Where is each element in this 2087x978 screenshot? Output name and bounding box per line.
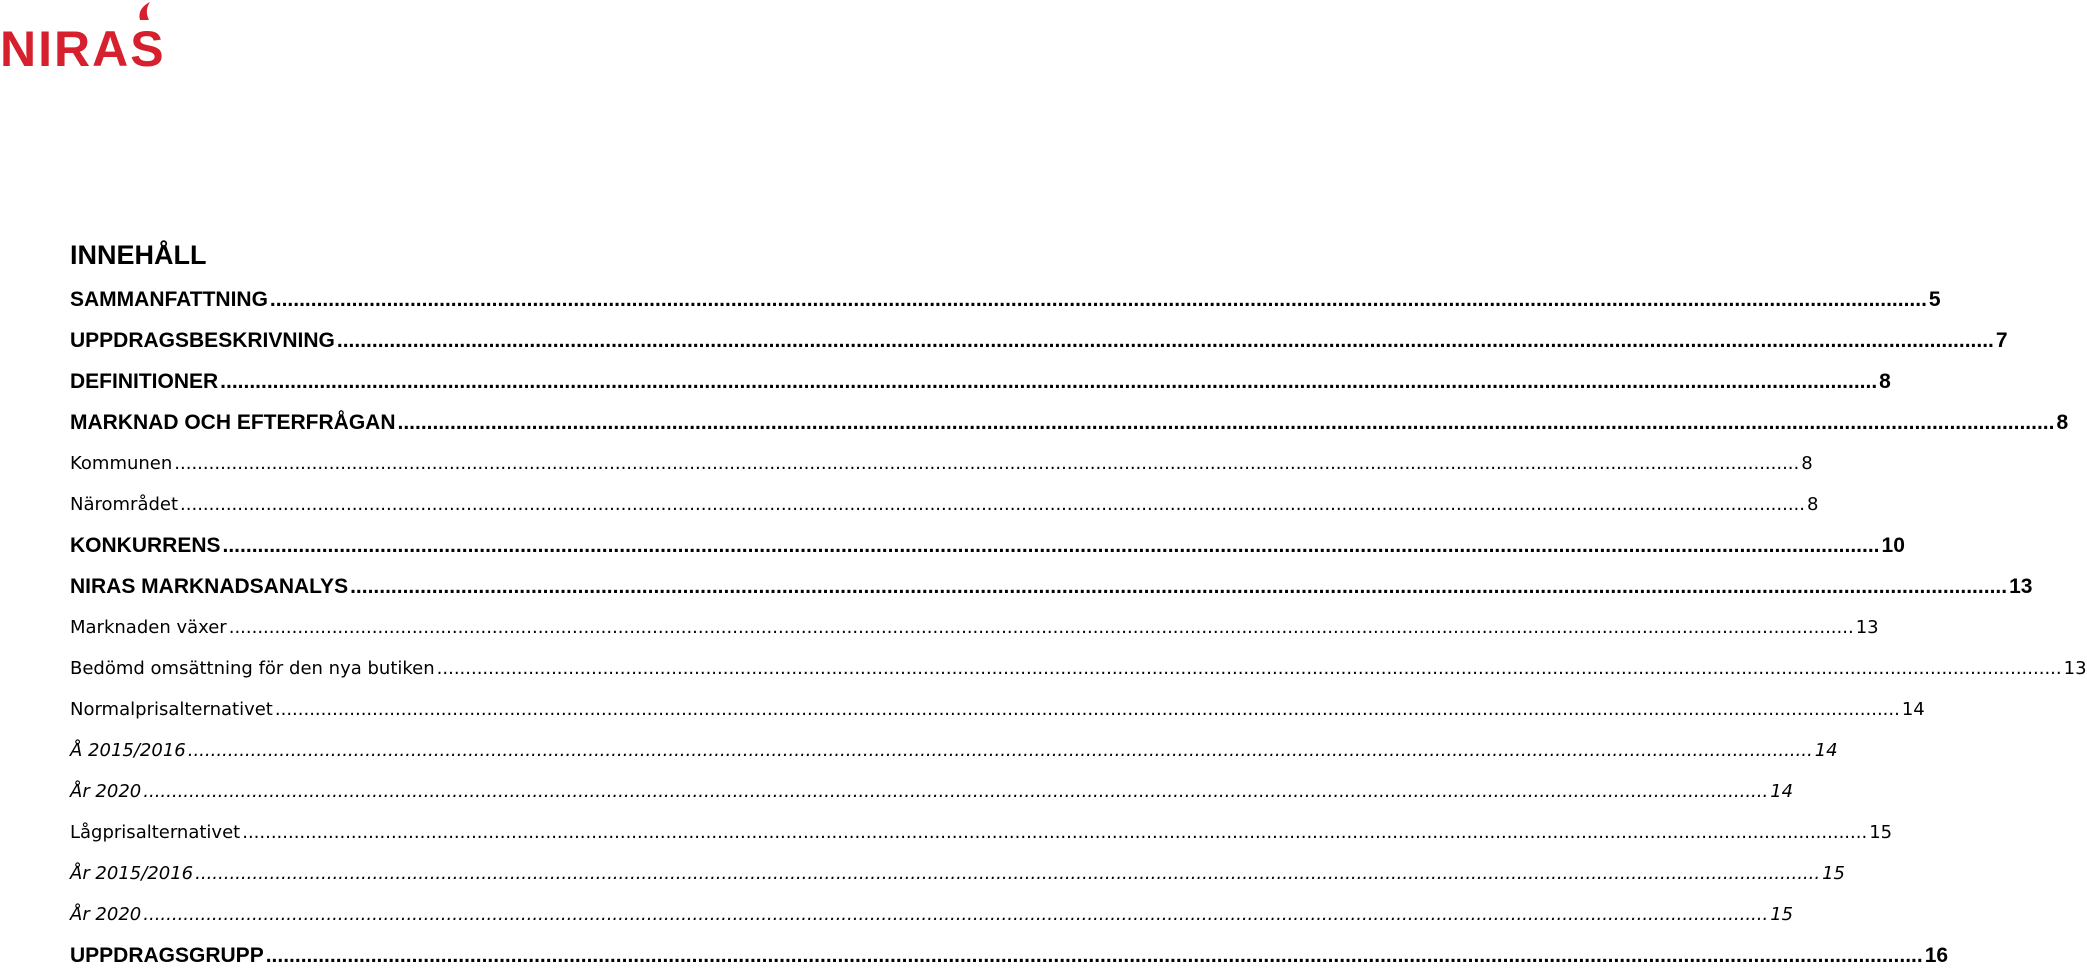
- toc-dot-leader: [350, 568, 2007, 606]
- toc-dot-leader: [266, 937, 1923, 975]
- toc-entry-label: DEFINITIONER: [70, 370, 219, 393]
- toc-entry[interactable]: [70, 486, 1819, 527]
- logo-accent-icon: [139, 2, 150, 20]
- toc-dot-leader: [174, 445, 1799, 483]
- toc-entry-label: SAMMANFATTNING: [70, 288, 268, 311]
- toc-entry-label: MARKNAD OCH EFTERFRÅGAN: [70, 411, 396, 434]
- toc-entry-page-number: 14: [1770, 781, 1794, 802]
- toc-entry[interactable]: [70, 937, 1949, 978]
- toc-entry[interactable]: [70, 322, 2008, 363]
- toc-entry-page-number: 10: [1881, 534, 1905, 557]
- toc-entry-page-number: 15: [1822, 863, 1845, 884]
- toc-dot-leader: [270, 281, 1927, 319]
- toc-entry-page-number: 13: [1855, 617, 1879, 638]
- toc-title: INNEHÅLL: [70, 240, 207, 270]
- toc-entry[interactable]: [70, 814, 1893, 855]
- toc-entry[interactable]: [70, 568, 2033, 609]
- toc-entry-label: Normalprisalternativet: [70, 699, 273, 720]
- toc-entry-page-number: 8: [1807, 494, 1819, 515]
- table-of-contents: [70, 281, 2087, 978]
- toc-entry-page-number: 7: [1995, 329, 2008, 352]
- niras-logo-graphic: [0, 0, 220, 77]
- toc-entry-label: UPPDRAGSBESKRIVNING: [70, 329, 335, 352]
- toc-dot-leader: [242, 814, 1867, 852]
- toc-entry[interactable]: [70, 650, 2087, 691]
- toc-dot-leader: [275, 691, 1900, 729]
- toc-entry-label: Kommunen: [70, 453, 173, 474]
- toc-entry-label: Lågprisalternativet: [70, 822, 241, 843]
- toc-entry-page-number: 14: [1901, 699, 1925, 720]
- toc-entry-label: Marknaden växer: [70, 617, 227, 638]
- toc-entry[interactable]: [70, 527, 1905, 568]
- toc-dot-leader: [143, 896, 1768, 934]
- toc-entry[interactable]: [70, 773, 1794, 814]
- toc-dot-leader: [180, 486, 1805, 524]
- toc-entry-page-number: 13: [2063, 658, 2087, 679]
- toc-entry-label: År 2015/2016: [70, 863, 194, 884]
- toc-entry-label: Bedömd omsättning för den nya butiken: [70, 658, 435, 679]
- toc-entry-label: KONKURRENS: [70, 534, 221, 557]
- toc-entry[interactable]: [70, 281, 1941, 322]
- toc-entry-page-number: 8: [2056, 411, 2069, 434]
- toc-entry[interactable]: [70, 896, 1794, 937]
- toc-entry[interactable]: [70, 404, 2069, 445]
- toc-entry-page-number: 14: [1814, 740, 1838, 761]
- toc-entry[interactable]: [70, 609, 1879, 650]
- toc-entry-label: År 2020: [70, 904, 142, 925]
- toc-entry[interactable]: [70, 363, 1891, 404]
- toc-dot-leader: [337, 322, 1994, 360]
- toc-dot-leader: [229, 609, 1854, 647]
- toc-dot-leader: [223, 527, 1880, 565]
- niras-logo: [0, 0, 220, 77]
- toc-entry-page-number: 5: [1928, 288, 1941, 311]
- toc-entry[interactable]: [70, 732, 1838, 773]
- toc-dot-leader: [143, 773, 1768, 811]
- toc-entry-label: NIRAS MARKNADSANALYS: [70, 575, 349, 598]
- toc-entry-label: Närområdet: [70, 494, 179, 515]
- toc-dot-leader: [220, 363, 1877, 401]
- toc-entry[interactable]: [70, 855, 1845, 896]
- logo-wordmark: NIRAS: [0, 21, 166, 77]
- toc-entry[interactable]: [70, 445, 1813, 486]
- toc-dot-leader: [195, 855, 1820, 893]
- toc-entry-label: År 2020: [70, 781, 142, 802]
- toc-entry-page-number: 15: [1770, 904, 1794, 925]
- toc-dot-leader: [188, 732, 1813, 770]
- toc-dot-leader: [397, 404, 2054, 442]
- toc-entry-page-number: 16: [1924, 944, 1949, 967]
- toc-entry-page-number: 8: [1801, 453, 1813, 474]
- toc-entry-page-number: 13: [2009, 575, 2033, 598]
- toc-entry-page-number: 8: [1879, 370, 1891, 393]
- toc-entry-page-number: 15: [1869, 822, 1893, 843]
- toc-dot-leader: [437, 650, 2062, 688]
- toc-entry-label: UPPDRAGSGRUPP: [70, 944, 264, 967]
- toc-entry-label: Å 2015/2016: [70, 740, 186, 761]
- toc-entry[interactable]: [70, 691, 1925, 732]
